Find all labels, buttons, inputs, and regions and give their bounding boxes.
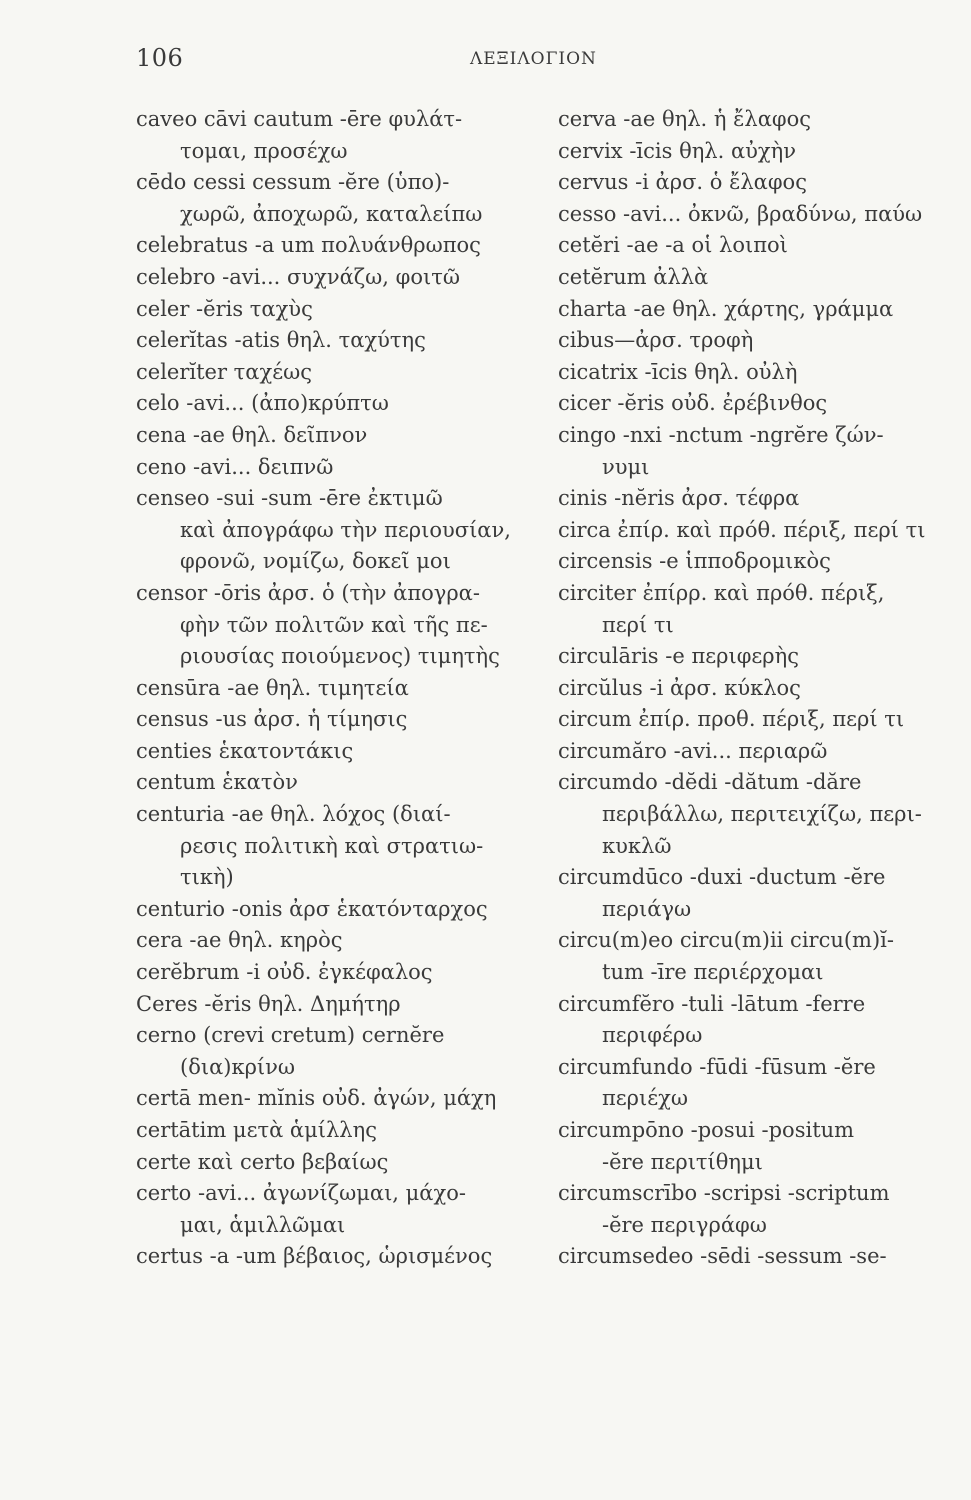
entry-line: cinis -nĕris ἀρσ. τέφρα <box>558 486 800 511</box>
entry-line: centies ἑκατοντάκις <box>136 738 354 763</box>
entry-line: circumpōno -posui -positum <box>558 1118 855 1142</box>
entry-line: cervus -i ἀρσ. ὁ ἔλαφος <box>558 170 807 195</box>
entry-line: circumscrībo -scripsi -scriptum <box>558 1181 890 1206</box>
entry-line: circumdūco -duxi -ductum -ĕre <box>558 865 886 890</box>
entry-line: Ceres -ĕris θηλ. Δημήτηρ <box>136 991 401 1016</box>
entry-continuation-line: φὴν τῶν πολιτῶν καὶ τῆς πε- <box>180 612 488 637</box>
entry-line: cerno (crevi cretum) cernĕre <box>136 1023 445 1048</box>
entry-continuation-line: μαι, ἁμιλλῶμαι <box>180 1212 346 1237</box>
entry-line: cicer -ĕris οὐδ. ἐρέβινθος <box>558 391 828 416</box>
entry-line: cingo -nxi -nctum -ngrĕre ζών- <box>558 422 884 447</box>
entry-continuation-line: (δια)κρίνω <box>180 1054 296 1079</box>
page-number: 106 <box>136 44 184 72</box>
entry-line: circulāris -e περιφερὴς <box>558 644 799 669</box>
entry-line: cetĕri -ae -a οἱ λοιποὶ <box>558 233 788 258</box>
entry-line: caveo cāvi cautum -ēre φυλάτ- <box>136 107 463 131</box>
entry-continuation-line: περιέχω <box>602 1086 688 1111</box>
entry-continuation-line: tum -īre περιέρχομαι <box>602 960 824 985</box>
entry-line: centum ἑκατὸν <box>136 770 298 795</box>
entry-line: cicatrix -īcis θηλ. οὐλὴ <box>558 359 798 384</box>
entry-line: circumăro -avi... περιαρῶ <box>558 738 828 763</box>
entry-line: celerĭtas -atis θηλ. ταχύτης <box>136 328 426 353</box>
entry-continuation-line: ρεσις πολιτικὴ καὶ στρατιω- <box>180 833 484 858</box>
entry-line: circa ἐπίρ. καὶ πρόθ. πέριξ, περί τι <box>558 517 926 542</box>
entry-continuation-line: χωρῶ, ἀποχωρῶ, καταλείπω <box>180 201 483 226</box>
entry-line: censūra -ae θηλ. τιμητεία <box>136 675 409 700</box>
entry-line: circumsedeo -sēdi -sessum -se- <box>558 1244 887 1269</box>
entry-line: cesso -avi... ὀκνῶ, βραδύνω, παύω <box>558 201 923 226</box>
entry-line: circumfĕro -tuli -lātum -ferre <box>558 991 866 1016</box>
entry-line: certo -avi... ἀγωνίζωμαι, μάχο- <box>136 1181 466 1206</box>
entry-line: circu(m)eo circu(m)ii circu(m)ĭ- <box>558 928 894 953</box>
entry-continuation-line: καὶ ἀπογράφω τὴν περιουσίαν, <box>180 517 511 542</box>
entry-line: celo -avi... (ἀπο)κρύπτω <box>136 391 389 416</box>
entry-line: certus -a -um βέβαιος, ὡρισμένος <box>136 1244 493 1269</box>
entry-line: cēdo cessi cessum -ĕre (ὑπο)- <box>136 170 450 195</box>
entry-continuation-line: -ĕre περιγράφω <box>602 1212 767 1237</box>
entry-line: cerĕbrum -i οὐδ. ἐγκέφαλος <box>136 960 433 985</box>
running-head: ΛΕΞΙΛΟΓΙΟΝ <box>470 49 597 69</box>
entry-continuation-line: περί τι <box>602 612 674 637</box>
entry-line: celebratus -a um πολυάνθρωπος <box>136 233 481 258</box>
entry-line: circum ἐπίρ. προθ. πέριξ, περί τι <box>558 707 905 732</box>
entry-continuation-line: κυκλῶ <box>602 833 672 858</box>
entry-line: cetĕrum ἀλλὰ <box>558 264 709 289</box>
entry-line: ceno -avi... δειπνῶ <box>136 454 334 479</box>
entry-line: cera -ae θηλ. κηρὸς <box>136 928 343 953</box>
entry-line: centuria -ae θηλ. λόχος (διαί- <box>136 802 451 827</box>
entry-line: censeo -sui -sum -ēre ἐκτιμῶ <box>136 486 443 511</box>
entry-continuation-line: -ĕre περιτίθημι <box>602 1149 763 1174</box>
right-column <box>558 104 958 1273</box>
entry-line: censor -ōris ἀρσ. ὁ (τὴν ἀπογρα- <box>136 580 480 605</box>
entry-line: circumfundo -fūdi -fūsum -ĕre <box>558 1054 876 1079</box>
entry-line: celerĭter ταχέως <box>136 359 312 384</box>
entry-line: circensis -e ἱπποδρομικὸς <box>558 549 831 574</box>
entry-continuation-line: περιάγω <box>602 896 692 921</box>
left-column <box>136 104 536 1273</box>
entry-line: cibus—ἀρσ. τροφὴ <box>558 328 754 353</box>
entry-line: circŭlus -i ἀρσ. κύκλος <box>558 675 801 700</box>
entry-continuation-line: περιβάλλω, περιτειχίζω, περι- <box>602 802 922 827</box>
entry-line: cena -ae θηλ. δεῖπνον <box>136 422 368 447</box>
entry-line: certe καὶ certo βεβαίως <box>136 1149 389 1174</box>
entry-line: celebro -avi... συχνάζω, φοιτῶ <box>136 264 460 289</box>
entry-line: census -us ἀρσ. ἡ τίμησις <box>136 707 408 732</box>
entry-line: certātim μετὰ ἁμίλλης <box>136 1118 377 1142</box>
entry-line: circumdo -dĕdi -dătum -dăre <box>558 770 862 795</box>
entry-line: charta -ae θηλ. χάρτης, γράμμα <box>558 296 894 321</box>
entry-continuation-line: νυμι <box>602 454 650 479</box>
entry-continuation-line: φρονῶ, νομίζω, δοκεῖ μοι <box>180 549 451 574</box>
entry-line: circiter ἐπίρρ. καὶ πρόθ. πέριξ, <box>558 580 885 605</box>
entry-line: centurio -onis ἀρσ ἑκατόνταρχος <box>136 896 488 921</box>
entry-line: celer -ĕris ταχὺς <box>136 296 313 321</box>
entry-line: cervix -īcis θηλ. αὐχὴν <box>558 138 796 163</box>
entry-continuation-line: τικὴ) <box>180 865 234 890</box>
entry-line: certā men- mĭnis οὐδ. ἀγών, μάχη <box>136 1086 497 1111</box>
entry-continuation-line: ριουσίας ποιούμενος) τιμητὴς <box>180 644 500 669</box>
entry-continuation-line: τομαι, προσέχω <box>180 138 348 163</box>
entry-continuation-line: περιφέρω <box>602 1023 703 1048</box>
entry-line: cerva -ae θηλ. ἡ ἔλαφος <box>558 107 812 131</box>
